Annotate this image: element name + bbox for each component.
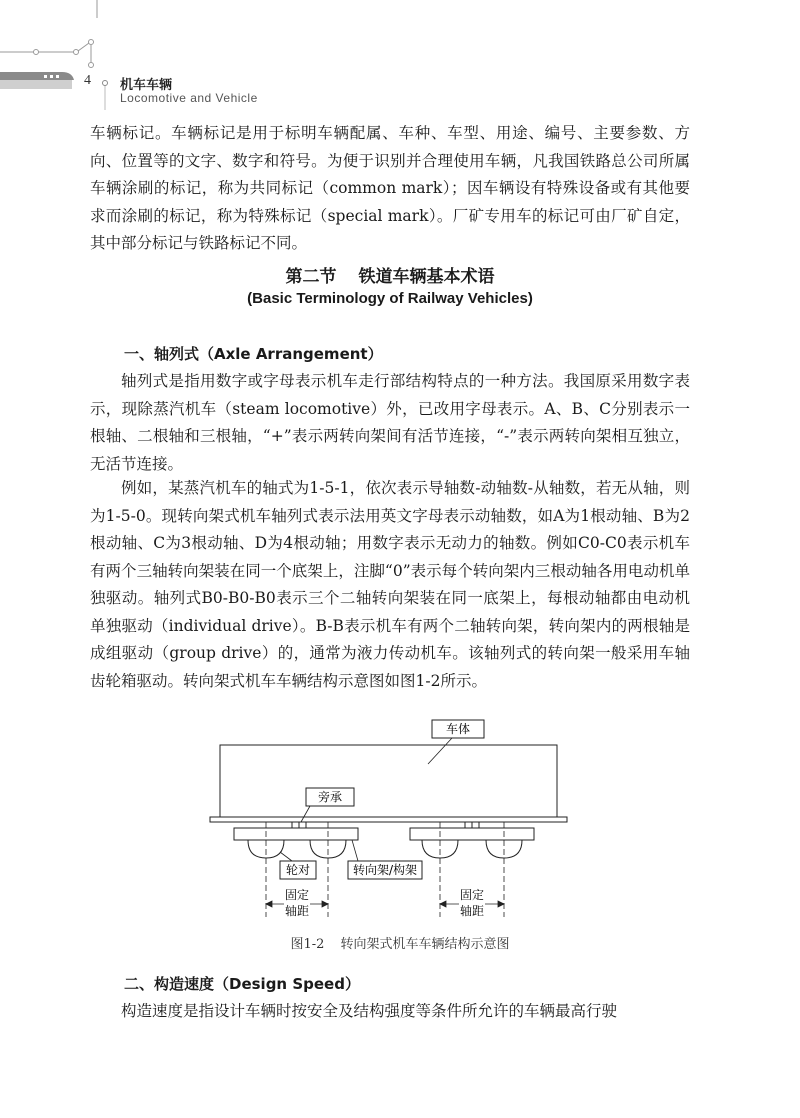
book-title-en: Locomotive and Vehicle [120, 91, 258, 105]
figure-number: 图1-2 [290, 937, 325, 952]
axle-paragraph-2: 例如，某蒸汽机车的轴式为1-5-1，依次表示导轴数-动轴数-从轴数，若无从轴，则为1-5-0。现转向架式机车轴列式表示法用英文字母表示动轴数，如A为1根动轴、B为2根动轴、C为3根动轴、D为4根动轴；用数字表示无动力的轴数。例如C0-C0表示机车有两个三轴转向架装在同一个底架上，注脚“0”表示每个转向架内三根动轴各用电动机单独驱动。轴列式B0-B0-B0表示三个二轴转向架装在同一底架上，每根动轴都由电动机单独驱动（individual drive）。B-B表示机车有两个二轴转向架，转向架内的两根轴是成组驱动（group drive）的，通常为液力传动机车。该轴列式的转向架一般采用车轴齿轮箱驱动。转向架式机车车辆结构示意图如图1-2所示。 [90, 479, 690, 690]
book-title-zh: 机车车辆 [120, 78, 173, 93]
figure-caption [90, 933, 710, 952]
label-body: 车体 [445, 722, 471, 736]
section-title-text: 铁道车辆基本术语 [358, 267, 495, 287]
axle-paragraph-1: 轴列式是指用数字或字母表示机车走行部结构特点的一种方法。我国原采用数字表示，现除蒸汽机车（steam locomotive）外，已改用字母表示。A、B、C分别表示一根轴、二根轴和三根轴，“+”表示两转向架间有活节连接，“-”表示两转向架相互独立，无活节连接。 [90, 372, 690, 473]
section-number: 第二节 [285, 267, 337, 287]
figure-caption-text: 转向架式机车车辆结构示意图 [340, 937, 510, 952]
heading-design-speed: 二、构造速度（Design Speed） [124, 975, 360, 993]
side-bearing-left [292, 822, 306, 828]
label-wheelset: 轮对 [285, 863, 311, 877]
bogie-vehicle-diagram [200, 712, 600, 932]
label-side-bearing: 旁承 [317, 790, 343, 804]
bogie-right [410, 828, 534, 858]
car-body [210, 745, 567, 822]
label-wheelbase-left-bottom: 轴距 [284, 904, 310, 918]
label-wheelbase-left-top: 固定 [284, 888, 310, 902]
speed-paragraph-1: 构造速度是指设计车辆时按安全及结构强度等条件所允许的车辆最高行驶 [121, 1002, 618, 1020]
page-number: 4 [84, 73, 91, 88]
section-subtitle: (Basic Terminology of Railway Vehicles) [247, 290, 533, 307]
label-wheelbase-right-top: 固定 [459, 888, 485, 902]
heading-axle-arrangement: 一、轴列式（Axle Arrangement） [124, 345, 383, 363]
label-wheelbase-right-bottom: 轴距 [459, 904, 485, 918]
bogie-left [234, 828, 358, 858]
side-bearing-right [465, 822, 479, 828]
section-title [90, 262, 690, 287]
intro-paragraph: 车辆标记。车辆标记是用于标明车辆配属、车种、车型、用途、编号、主要参数、方向、位置等的文字、数字和符号。为便于识别并合理使用车辆，凡我国铁路总公司所属车辆涂刷的标记，称为共同标记（common mark）；因车辆设有特殊设备或有其他要求而涂刷的标记，称为特殊标记（special mark）。厂矿专用车的标记可由厂矿自定，其中部分标记与铁路标记不同。 [90, 124, 690, 252]
label-bogie: 转向架/构架 [352, 863, 418, 877]
